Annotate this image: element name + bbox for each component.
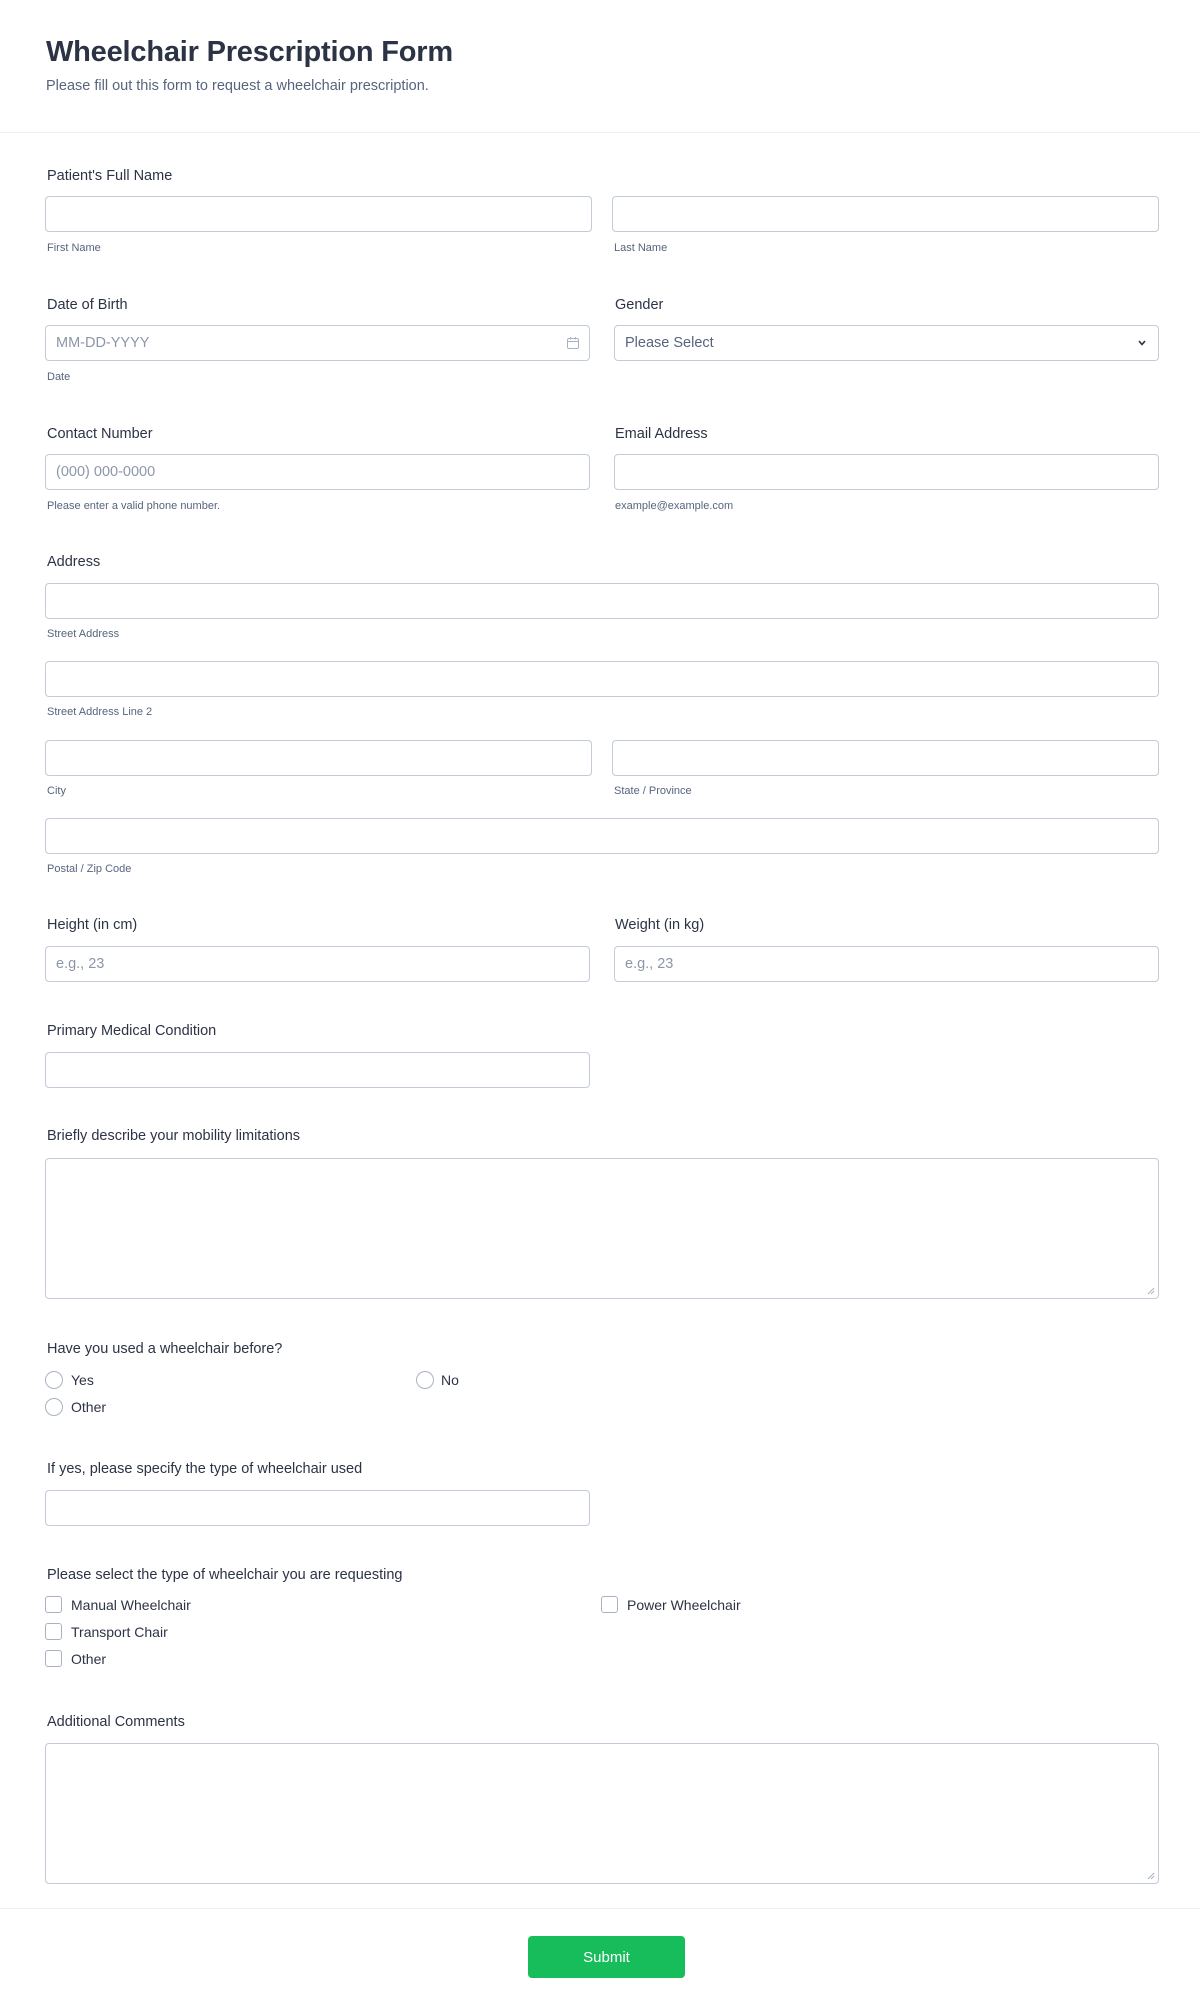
radio-yes[interactable] (45, 1371, 63, 1389)
calendar-icon[interactable] (566, 336, 580, 350)
patient-name-label: Patient's Full Name (47, 168, 173, 184)
chevron-down-icon (1136, 338, 1148, 348)
checkbox-manual-wheelchair[interactable] (45, 1596, 62, 1613)
contact-label: Contact Number (47, 426, 153, 442)
gender-label: Gender (615, 297, 664, 313)
zip-sublabel: Postal / Zip Code (47, 863, 132, 875)
footer-divider (0, 1908, 1200, 1909)
radio-other-label[interactable]: Other (71, 1399, 107, 1415)
dob-sublabel: Date (47, 371, 71, 383)
checkbox-power-wheelchair-label[interactable]: Power Wheelchair (627, 1597, 741, 1613)
form-subtitle: Please fill out this form to request a wheelchair prescription. (46, 78, 429, 94)
height-label: Height (in cm) (47, 917, 138, 933)
mobility-textarea[interactable] (45, 1158, 1159, 1299)
dob-label: Date of Birth (47, 297, 128, 313)
first-name-input[interactable] (45, 196, 592, 232)
last-name-sublabel: Last Name (614, 242, 668, 254)
radio-other[interactable] (45, 1398, 63, 1416)
checkbox-other[interactable] (45, 1650, 62, 1667)
radio-no[interactable] (416, 1371, 434, 1389)
first-name-sublabel: First Name (47, 242, 101, 254)
email-label: Email Address (615, 426, 708, 442)
contact-sublabel: Please enter a valid phone number. (47, 500, 221, 512)
street-address-input[interactable] (45, 583, 1159, 619)
checkbox-other-label[interactable]: Other (71, 1651, 107, 1667)
checkbox-manual-wheelchair-label[interactable]: Manual Wheelchair (71, 1597, 191, 1613)
checkbox-transport-chair-label[interactable]: Transport Chair (71, 1624, 168, 1640)
wheelchair-type-label: Please select the type of wheelchair you are requesting (47, 1567, 403, 1583)
checkbox-power-wheelchair[interactable] (601, 1596, 618, 1613)
wheelchair-used-label: If yes, please specify the type of wheelchair used (47, 1461, 363, 1477)
dob-input[interactable] (45, 325, 590, 361)
contact-input[interactable] (45, 454, 590, 490)
weight-input[interactable] (614, 946, 1159, 982)
weight-label: Weight (in kg) (615, 917, 705, 933)
wheelchair-used-input[interactable] (45, 1490, 590, 1526)
email-sublabel: example@example.com (615, 500, 734, 512)
form-header (0, 0, 1200, 133)
height-input[interactable] (45, 946, 590, 982)
checkbox-transport-chair[interactable] (45, 1623, 62, 1640)
last-name-input[interactable] (612, 196, 1159, 232)
street-address-2-sublabel: Street Address Line 2 (47, 706, 153, 718)
state-sublabel: State / Province (614, 785, 692, 797)
zip-input[interactable] (45, 818, 1159, 854)
medical-condition-label: Primary Medical Condition (47, 1023, 217, 1039)
form-title: Wheelchair Prescription Form (46, 36, 453, 68)
state-input[interactable] (612, 740, 1159, 776)
street-address-sublabel: Street Address (47, 628, 120, 640)
city-input[interactable] (45, 740, 592, 776)
comments-label: Additional Comments (47, 1714, 185, 1730)
submit-button[interactable]: Submit (528, 1936, 685, 1978)
street-address-2-input[interactable] (45, 661, 1159, 697)
radio-yes-label[interactable]: Yes (71, 1372, 94, 1388)
city-sublabel: City (47, 785, 66, 797)
radio-no-label[interactable]: No (441, 1372, 459, 1388)
medical-condition-input[interactable] (45, 1052, 590, 1088)
gender-select[interactable] (614, 325, 1159, 361)
used-before-label: Have you used a wheelchair before? (47, 1341, 283, 1357)
comments-textarea[interactable] (45, 1743, 1159, 1884)
resize-grip-icon[interactable] (1147, 1872, 1155, 1880)
email-input[interactable] (614, 454, 1159, 490)
resize-grip-icon[interactable] (1147, 1287, 1155, 1295)
gender-selected-value: Please Select (625, 335, 714, 351)
mobility-label: Briefly describe your mobility limitations (47, 1128, 301, 1144)
address-label: Address (47, 554, 101, 570)
